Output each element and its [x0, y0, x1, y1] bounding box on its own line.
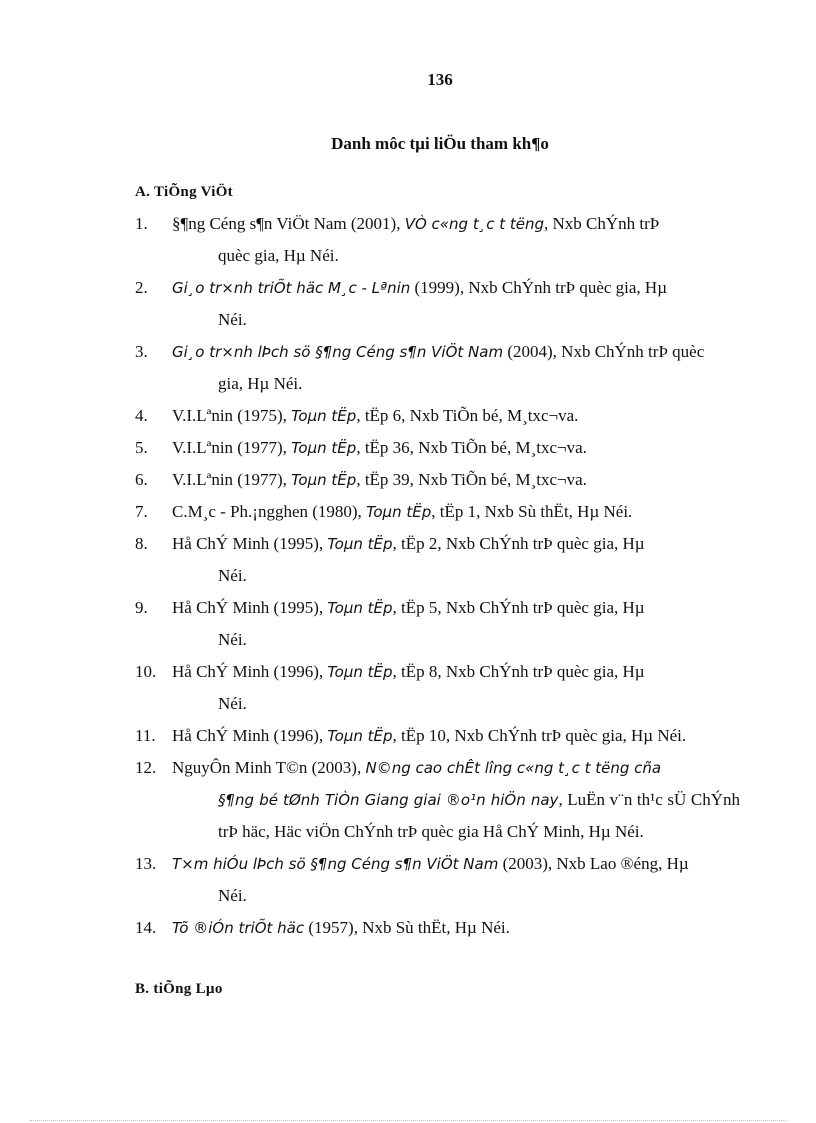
- reference-author: Hå ChÝ Minh (1995),: [172, 598, 328, 617]
- reference-first-line: [172, 470, 587, 489]
- reference-first-line: [172, 214, 659, 233]
- reference-publication: , tËp 2, Nxb ChÝnh trÞ quèc gia, Hµ: [392, 534, 645, 553]
- reference-text: [172, 400, 740, 432]
- reference-first-line: [172, 342, 704, 361]
- reference-publication-cont: Néi.: [218, 886, 247, 905]
- reference-item: [135, 528, 740, 592]
- reference-author: NguyÔn Minh T©n (2003),: [172, 758, 366, 777]
- reference-text: [172, 272, 740, 336]
- reference-work-title: Toµn tËp: [291, 471, 357, 489]
- reference-publication: , tËp 5, Nxb ChÝnh trÞ quèc gia, Hµ: [392, 598, 645, 617]
- reference-item: [135, 336, 740, 400]
- reference-text: [172, 592, 740, 656]
- reference-publication: , tËp 36, Nxb TiÕn bé, M¸txc¬va.: [356, 438, 587, 457]
- page-number: 136: [427, 70, 453, 89]
- reference-number: 13.: [135, 854, 157, 873]
- reference-item: [135, 496, 740, 528]
- reference-work-title: Toµn tËp: [291, 407, 357, 425]
- reference-number: 1.: [135, 214, 148, 233]
- reference-first-line: [172, 726, 686, 745]
- reference-item: [135, 752, 740, 848]
- reference-work-title: Toµn tËp: [327, 535, 393, 553]
- reference-author: §¶ng Céng s¶n ViÖt Nam (2001),: [172, 214, 405, 233]
- reference-first-line: [172, 438, 587, 457]
- reference-text: [172, 528, 740, 592]
- reference-first-line: [172, 502, 632, 521]
- reference-first-line: [172, 662, 645, 681]
- page-title: Danh môc tµi liÖu tham kh¶o: [331, 134, 549, 153]
- reference-item: [135, 848, 740, 912]
- reference-text: [172, 496, 740, 528]
- reference-continuation: [172, 304, 740, 336]
- reference-number: 14.: [135, 918, 157, 937]
- reference-item: [135, 720, 740, 752]
- reference-work-title: Toµn tËp: [327, 727, 393, 745]
- reference-publication: (1999), Nxb ChÝnh trÞ quèc gia, Hµ: [410, 278, 668, 297]
- reference-item: [135, 592, 740, 656]
- reference-continuation: [172, 784, 740, 848]
- reference-author: Hå ChÝ Minh (1996),: [172, 726, 328, 745]
- reference-publication: , Nxb ChÝnh trÞ: [544, 214, 660, 233]
- reference-continuation: [172, 560, 740, 592]
- reference-list: [135, 208, 740, 944]
- reference-publication-cont: Néi.: [218, 694, 247, 713]
- reference-number: 11.: [135, 726, 156, 745]
- reference-text: [172, 208, 740, 272]
- reference-item: [135, 464, 740, 496]
- reference-first-line: [172, 406, 578, 425]
- reference-publication: (1957), Nxb Sù thËt, Hµ Néi.: [304, 918, 510, 937]
- reference-publication-cont: , LuËn v¨n th¹c sÜ ChÝnh trÞ häc, Häc viÖn ChÝnh trÞ quèc gia Hå ChÝ Minh, Hµ Néi.: [218, 790, 740, 841]
- reference-text: [172, 656, 740, 720]
- reference-work-title: N©ng cao chÊt lîng c«ng t¸c t tëng cña: [365, 759, 662, 777]
- reference-number: 7.: [135, 502, 148, 521]
- reference-first-line: [172, 854, 689, 873]
- reference-number: 8.: [135, 534, 148, 553]
- reference-item: [135, 272, 740, 336]
- reference-continuation: [172, 880, 740, 912]
- reference-number: 3.: [135, 342, 148, 361]
- reference-work-title: T×m hiÓu lÞch sö §¶ng Céng s¶n ViÖt Nam: [172, 855, 499, 873]
- reference-publication: , tËp 39, Nxb TiÕn bé, M¸txc¬va.: [356, 470, 587, 489]
- reference-publication: , tËp 8, Nxb ChÝnh trÞ quèc gia, Hµ: [392, 662, 645, 681]
- reference-publication-cont: quèc gia, Hµ Néi.: [218, 246, 339, 265]
- reference-publication: (2003), Nxb Lao ®éng, Hµ: [498, 854, 689, 873]
- reference-number: 12.: [135, 758, 157, 777]
- reference-number: 2.: [135, 278, 148, 297]
- reference-text: [172, 720, 740, 752]
- reference-continuation: [172, 688, 740, 720]
- footer-divider: [30, 1120, 786, 1121]
- reference-item: [135, 656, 740, 720]
- reference-number: 9.: [135, 598, 148, 617]
- reference-item: [135, 432, 740, 464]
- reference-text: [172, 912, 740, 944]
- reference-continuation: [172, 240, 740, 272]
- reference-number: 5.: [135, 438, 148, 457]
- reference-author: V.I.Lªnin (1977),: [172, 470, 292, 489]
- reference-author: V.I.Lªnin (1977),: [172, 438, 292, 457]
- reference-first-line: [172, 534, 645, 553]
- reference-continuation: [172, 624, 740, 656]
- reference-text: [172, 464, 740, 496]
- reference-publication-cont: Néi.: [218, 310, 247, 329]
- reference-number: 6.: [135, 470, 148, 489]
- reference-item: [135, 912, 740, 944]
- reference-author: Hå ChÝ Minh (1995),: [172, 534, 328, 553]
- section-heading-b: B. tiÕng Lµo: [135, 981, 223, 997]
- section-heading-a: A. TiÕng ViÖt: [135, 184, 233, 200]
- reference-work-title: Gi¸o tr×nh triÕt häc M¸c - Lªnin: [172, 279, 411, 297]
- reference-publication: , tËp 6, Nxb TiÕn bé, M¸txc¬va.: [356, 406, 579, 425]
- reference-publication-cont: gia, Hµ Néi.: [218, 374, 303, 393]
- reference-work-title: Toµn tËp: [291, 439, 357, 457]
- reference-publication: , tËp 10, Nxb ChÝnh trÞ quèc gia, Hµ Néi.: [392, 726, 687, 745]
- reference-publication: , tËp 1, Nxb Sù thËt, Hµ Néi.: [431, 502, 633, 521]
- reference-continuation: [172, 368, 740, 400]
- reference-author: Hå ChÝ Minh (1996),: [172, 662, 328, 681]
- reference-author: C.M¸c - Ph.¡ngghen (1980),: [172, 502, 367, 521]
- reference-work-title: Toµn tËp: [327, 599, 393, 617]
- reference-work-title: Toµn tËp: [366, 503, 432, 521]
- reference-text: [172, 848, 740, 912]
- reference-publication-cont: Néi.: [218, 630, 247, 649]
- reference-text: [172, 752, 740, 848]
- reference-work-title: Toµn tËp: [327, 663, 393, 681]
- reference-text: [172, 336, 740, 400]
- reference-first-line: [172, 278, 667, 297]
- reference-publication: (2004), Nxb ChÝnh trÞ quèc: [503, 342, 705, 361]
- reference-first-line: [172, 758, 661, 777]
- reference-work-title: Tõ ®iÓn triÕt häc: [172, 919, 305, 937]
- reference-first-line: [172, 598, 645, 617]
- reference-item: [135, 208, 740, 272]
- reference-number: 4.: [135, 406, 148, 425]
- reference-first-line: [172, 918, 510, 937]
- reference-work-title: Gi¸o tr×nh lÞch sö §¶ng Céng s¶n ViÖt Nam: [172, 343, 504, 361]
- reference-item: [135, 400, 740, 432]
- reference-author: V.I.Lªnin (1975),: [172, 406, 292, 425]
- reference-publication-cont: Néi.: [218, 566, 247, 585]
- reference-text: [172, 432, 740, 464]
- reference-number: 10.: [135, 662, 157, 681]
- reference-work-title: VÒ c«ng t¸c t tëng: [404, 215, 545, 233]
- reference-work-title-cont: §¶ng bé tØnh TiÒn Giang giai ®o¹n hiÖn nay: [218, 791, 559, 809]
